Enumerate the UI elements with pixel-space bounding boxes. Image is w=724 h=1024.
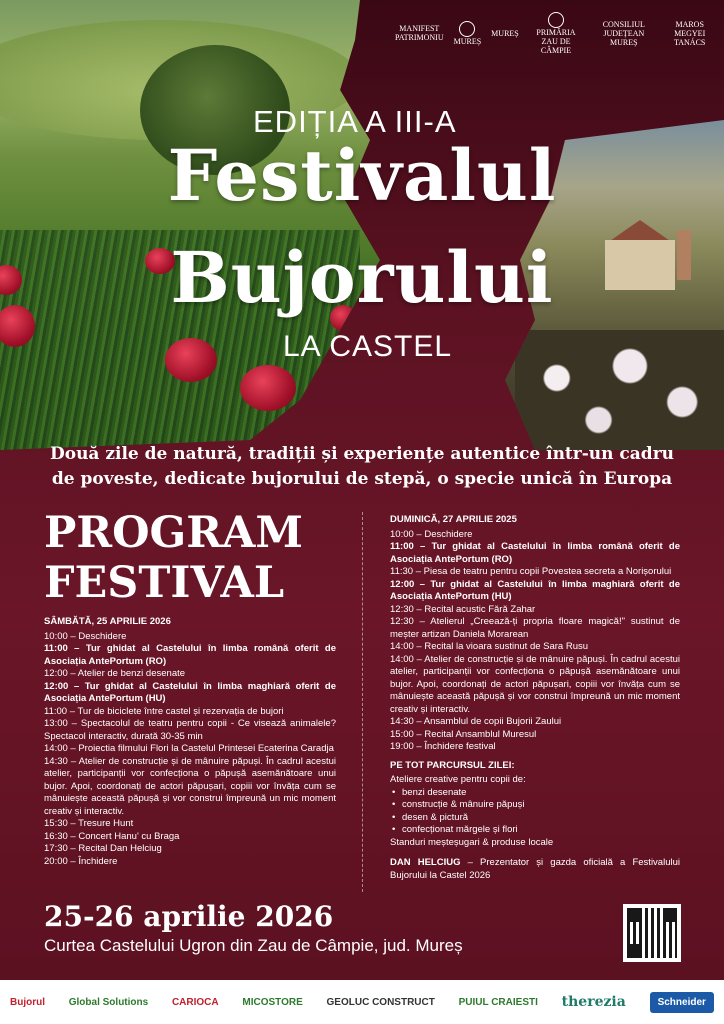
schedule-entry: 10:00 – Deschidere <box>390 528 473 540</box>
program-title-line-2: FESTIVAL <box>44 558 285 608</box>
all-day-item: • confecționat mărgele și flori <box>390 824 680 837</box>
schedule-entry: 16:30 – Concert Hanu' cu Braga <box>44 830 180 842</box>
schedule-entry: 15:00 – Recital Ansamblul Muresul <box>390 728 537 740</box>
partner-logos <box>395 18 715 55</box>
all-day-item: • construcție & mânuire păpuși <box>390 799 680 812</box>
host-text: – Prezentator și gazda oficială a Festivalului Bujorului la Castel 2026 <box>390 857 680 881</box>
edition-label: EDIȚIA A III-A <box>253 104 457 139</box>
schedule-entry: 10:00 – Deschidere <box>44 630 127 642</box>
schedule-entry: 11:30 – Piesa de teatru pentru copii Povestea secreta a Norișorului <box>390 566 672 577</box>
host-name: DAN HELCIUG <box>390 857 461 868</box>
saturday-entries <box>44 631 336 869</box>
schedule-entry: 12:00 – Tur ghidat al Castelului în limba maghiară oferit de Asociația AntePortum (HU) <box>44 680 336 704</box>
schedule-entry: 13:00 – Spectacolul de teatru pentru copii - Ce visează animalele? Spectacol interactiv, durată 30-35 min <box>44 718 336 742</box>
peony-meadow-photo <box>0 0 400 450</box>
consiliul-judetean-logo: CONSILIUL JUDEȚEAN MUREȘ <box>602 19 645 47</box>
saturday-title: SÂMBĂTĂ, 25 APRILIE 2026 <box>44 616 171 627</box>
schedule-entry: 11:00 – Tur ghidat al Castelului în limba română oferit de Asociația AntePortum (RO) <box>44 643 336 667</box>
peony-flower <box>240 365 296 411</box>
sunday-entries <box>390 529 680 754</box>
peony-flower <box>165 338 217 382</box>
mures-logo-2: MUREȘ <box>491 28 519 38</box>
schedule-entry: 14:30 – Atelier de construcție și de mânuire păpuși. În cadrul acestui atelier, participanții vor confecționa o păpușă asemănătoare unui bujor. Apoi, coordonați de actori păpușari, copiii vor învăța cum se mânuiește această păpușă și vor construi împreună un mic moment creativ și interactiv. <box>44 755 336 817</box>
all-day-footer: Standuri meșteșugari & produse locale <box>390 836 554 848</box>
tagline-line-2: de poveste, dedicate bujorului de stepă, o specie unică în Europa <box>51 469 673 489</box>
all-day-item: • benzi desenate <box>390 787 680 800</box>
sponsor-micostore: MICOSTORE <box>242 996 303 1008</box>
schedule-entry: 12:30 – Recital acustic Fără Zahar <box>390 603 536 615</box>
sponsor-bujorul: Bujorul <box>10 996 45 1008</box>
program-title <box>44 508 303 608</box>
schedule-entry: 11:00 – Tur ghidat al Castelului în limba română oferit de Asociația AntePortum (RO) <box>390 541 680 565</box>
saturday-schedule <box>44 616 336 868</box>
primaria-logo: PRIMĂRIA ZAU DE CÂMPIE <box>529 12 584 55</box>
schedule-entry: 12:30 – Atelierul „Creează-ți propria floare magică!" sustinut de meșter artizan Daniela Morarean <box>390 616 680 640</box>
schedule-entry: 19:00 – Închidere festival <box>390 741 496 752</box>
schedule-entry: 14:00 – Proiectia filmului Flori la Castelul Printesei Ecaterina Caradja <box>44 743 334 754</box>
sponsor-therezia: therezia <box>561 993 626 1010</box>
schedule-entry: 12:00 – Atelier de benzi desenate <box>44 668 186 679</box>
crest-icon <box>548 12 564 28</box>
maros-megyei-logo: MAROS MEGYEI TANÁCS <box>673 19 706 47</box>
tagline-line-1: Două zile de natură, tradiții și experiențe autentice într-un cadru <box>49 444 675 464</box>
sponsor-bar <box>0 980 724 1024</box>
sponsor-puiul-craiesti: PUIUL CRAIESTI <box>458 996 538 1008</box>
schedule-entry: 15:30 – Tresure Hunt <box>44 818 134 829</box>
mures-logo: MUREȘ <box>454 21 482 46</box>
sponsor-schneider: Schneider <box>650 992 714 1013</box>
schedule-entry: 14:00 – Recital la vioara sustinut de Sara Rusu <box>390 641 589 652</box>
schedule-entry: 20:00 – Închidere <box>44 855 118 867</box>
all-day-title: PE TOT PARCURSUL ZILEI: <box>390 759 515 771</box>
event-venue: Curtea Castelului Ugron din Zau de Câmpie, jud. Mureș <box>44 936 463 955</box>
schedule-entry: 14:00 – Atelier de construcție și de mânuire păpuși. În cadrul acestui atelier, participanții vor confecționa o păpușă asemănătoare unui bujor. Apoi, coordonați de actori păpușari, copiii vor învăța cum se mânuiește această păpușă și vor construi împreună un mic moment creativ și interactiv. <box>390 653 680 715</box>
blossom-trees-shape <box>515 330 724 450</box>
tagline <box>20 442 704 492</box>
schedule-entry: 11:00 – Tur de biciclete între castel și rezervația de bujori <box>44 705 284 717</box>
manifest-patrimoniu-logo: MANIFEST PATRIMONIU <box>395 24 444 42</box>
sponsor-carioca: CARIOCA <box>171 996 219 1008</box>
qr-code-pattern <box>627 908 677 958</box>
schedule-entry: 17:30 – Recital Dan Helciug <box>44 843 162 854</box>
sponsor-global-solutions: Global Solutions <box>68 996 149 1008</box>
host-note <box>390 857 680 882</box>
event-date: 25-26 aprilie 2026 <box>44 900 334 933</box>
title-line-2: Bujorului <box>170 236 554 319</box>
sunday-schedule <box>390 514 680 882</box>
sponsor-geoluc: GEOLUC CONSTRUCT <box>326 996 435 1008</box>
column-divider <box>362 512 363 892</box>
sunday-title: DUMINICĂ, 27 APRILIE 2025 <box>390 514 517 525</box>
subtitle: LA CASTEL <box>283 330 453 363</box>
all-day-intro: Ateliere creative pentru copii de: <box>390 774 526 785</box>
qr-code[interactable] <box>623 904 681 962</box>
schedule-entry: 14:30 – Ansamblul de copii Bujorii Zaului <box>390 716 562 727</box>
all-day-list <box>390 787 680 837</box>
all-day-item: • desen & pictură <box>390 812 680 825</box>
mures-icon <box>459 21 475 37</box>
schedule-entry: 12:00 – Tur ghidat al Castelului în limba maghiară oferit de Asociația AntePortum (HU) <box>390 578 680 602</box>
title-line-1: Festivalul <box>167 134 557 217</box>
program-title-line-1: PROGRAM <box>44 508 303 558</box>
